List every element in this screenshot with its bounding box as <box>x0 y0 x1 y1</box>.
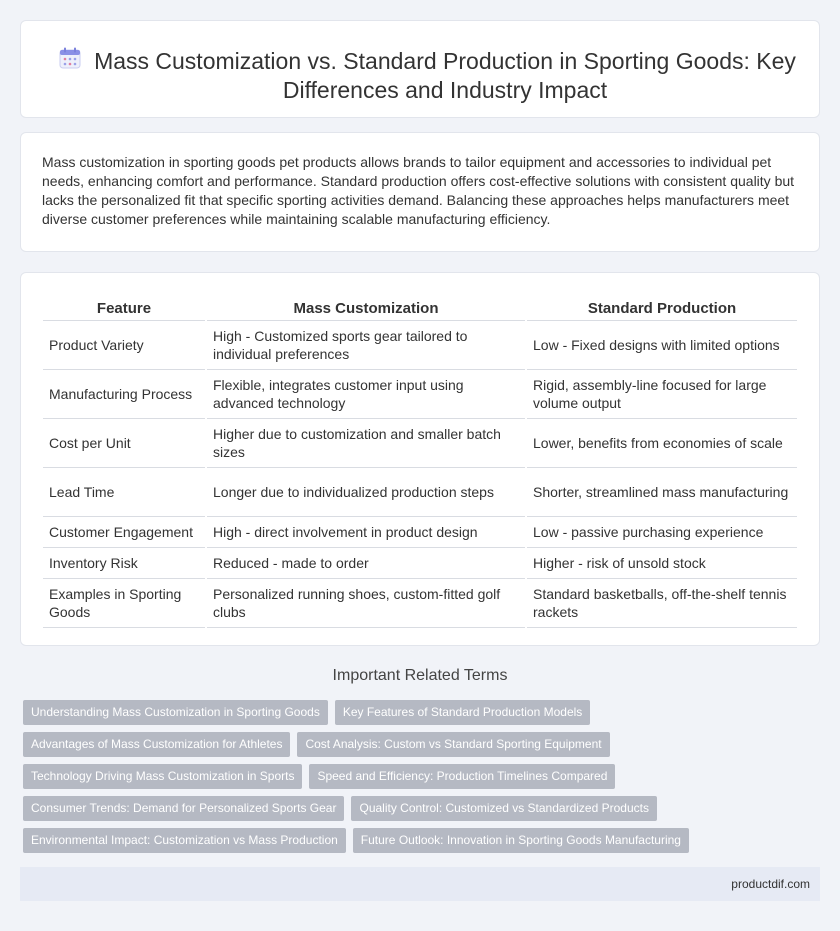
related-term-link[interactable]: Quality Control: Customized vs Standardized Products <box>351 796 656 821</box>
table-row <box>43 419 797 468</box>
table-cell: Higher - risk of unsold stock <box>527 548 797 579</box>
table-cell: Flexible, integrates customer input using advanced technology <box>207 370 525 419</box>
table-cell: Rigid, assembly-line focused for large volume output <box>527 370 797 419</box>
related-term-link[interactable]: Future Outlook: Innovation in Sporting Goods Manufacturing <box>353 828 689 853</box>
table-cell: Low - Fixed designs with limited options <box>527 321 797 370</box>
title-card <box>20 20 820 118</box>
tag-row <box>23 732 803 757</box>
table-cell: Manufacturing Process <box>43 370 205 419</box>
related-term-link[interactable]: Environmental Impact: Customization vs Mass Production <box>23 828 346 853</box>
intro-paragraph: Mass customization in sporting goods pet products allows brands to tailor equipment and accessories to individual pet needs, enhancing comfort and performance. Standard production offers cost-effective solutions with consistent quality but lacks the personalized fit that specific sporting activities demand. Balancing these approaches helps manufacturers meet diverse customer preferences while maintaining scalable manufacturing efficiency. <box>42 154 795 227</box>
table-cell: High - Customized sports gear tailored to individual preferences <box>207 321 525 370</box>
footer <box>20 867 820 901</box>
related-term-link[interactable]: Key Features of Standard Production Models <box>335 700 590 725</box>
table-cell: Reduced - made to order <box>207 548 525 579</box>
table-row <box>43 321 797 370</box>
comparison-card <box>20 272 820 646</box>
table-row <box>43 579 797 628</box>
table-cell: Shorter, streamlined mass manufacturing <box>527 468 797 517</box>
table-row <box>43 468 797 517</box>
table-cell: Lower, benefits from economies of scale <box>527 419 797 468</box>
tag-row <box>23 796 803 821</box>
table-cell: Product Variety <box>43 321 205 370</box>
related-terms-list <box>23 700 803 860</box>
related-term-link[interactable]: Speed and Efficiency: Production Timelines Compared <box>309 764 615 789</box>
related-terms-heading: Important Related Terms <box>332 667 508 684</box>
table-cell: Examples in Sporting Goods <box>43 579 205 628</box>
table-header-feature: Feature <box>43 293 205 321</box>
table-cell: Customer Engagement <box>43 517 205 548</box>
table-cell: Low - passive purchasing experience <box>527 517 797 548</box>
table-cell: Lead Time <box>43 468 205 517</box>
comparison-table <box>41 293 799 628</box>
tag-row <box>23 764 803 789</box>
table-row <box>43 548 797 579</box>
page-title: Mass Customization vs. Standard Production in Sporting Goods: Key Differences and Industry Impact <box>94 48 796 103</box>
table-cell: Standard basketballs, off-the-shelf tennis rackets <box>527 579 797 628</box>
related-term-link[interactable]: Understanding Mass Customization in Sporting Goods <box>23 700 328 725</box>
table-header-standard-production: Standard Production <box>527 293 797 321</box>
tag-row <box>23 828 803 853</box>
tag-row <box>23 700 803 725</box>
related-term-link[interactable]: Technology Driving Mass Customization in Sports <box>23 764 302 789</box>
table-cell: Personalized running shoes, custom-fitted golf clubs <box>207 579 525 628</box>
table-cell: High - direct involvement in product design <box>207 517 525 548</box>
table-row <box>43 370 797 419</box>
table-cell: Inventory Risk <box>43 548 205 579</box>
related-term-link[interactable]: Consumer Trends: Demand for Personalized Sports Gear <box>23 796 344 821</box>
calendar-icon <box>59 47 81 69</box>
related-term-link[interactable]: Cost Analysis: Custom vs Standard Sporting Equipment <box>297 732 609 757</box>
table-cell: Higher due to customization and smaller batch sizes <box>207 419 525 468</box>
footer-site-link[interactable]: productdif.com <box>731 877 810 891</box>
table-header-mass-customization: Mass Customization <box>207 293 525 321</box>
intro-card <box>20 132 820 252</box>
table-row <box>43 517 797 548</box>
related-term-link[interactable]: Advantages of Mass Customization for Athletes <box>23 732 290 757</box>
table-cell: Longer due to individualized production steps <box>207 468 525 517</box>
table-cell: Cost per Unit <box>43 419 205 468</box>
